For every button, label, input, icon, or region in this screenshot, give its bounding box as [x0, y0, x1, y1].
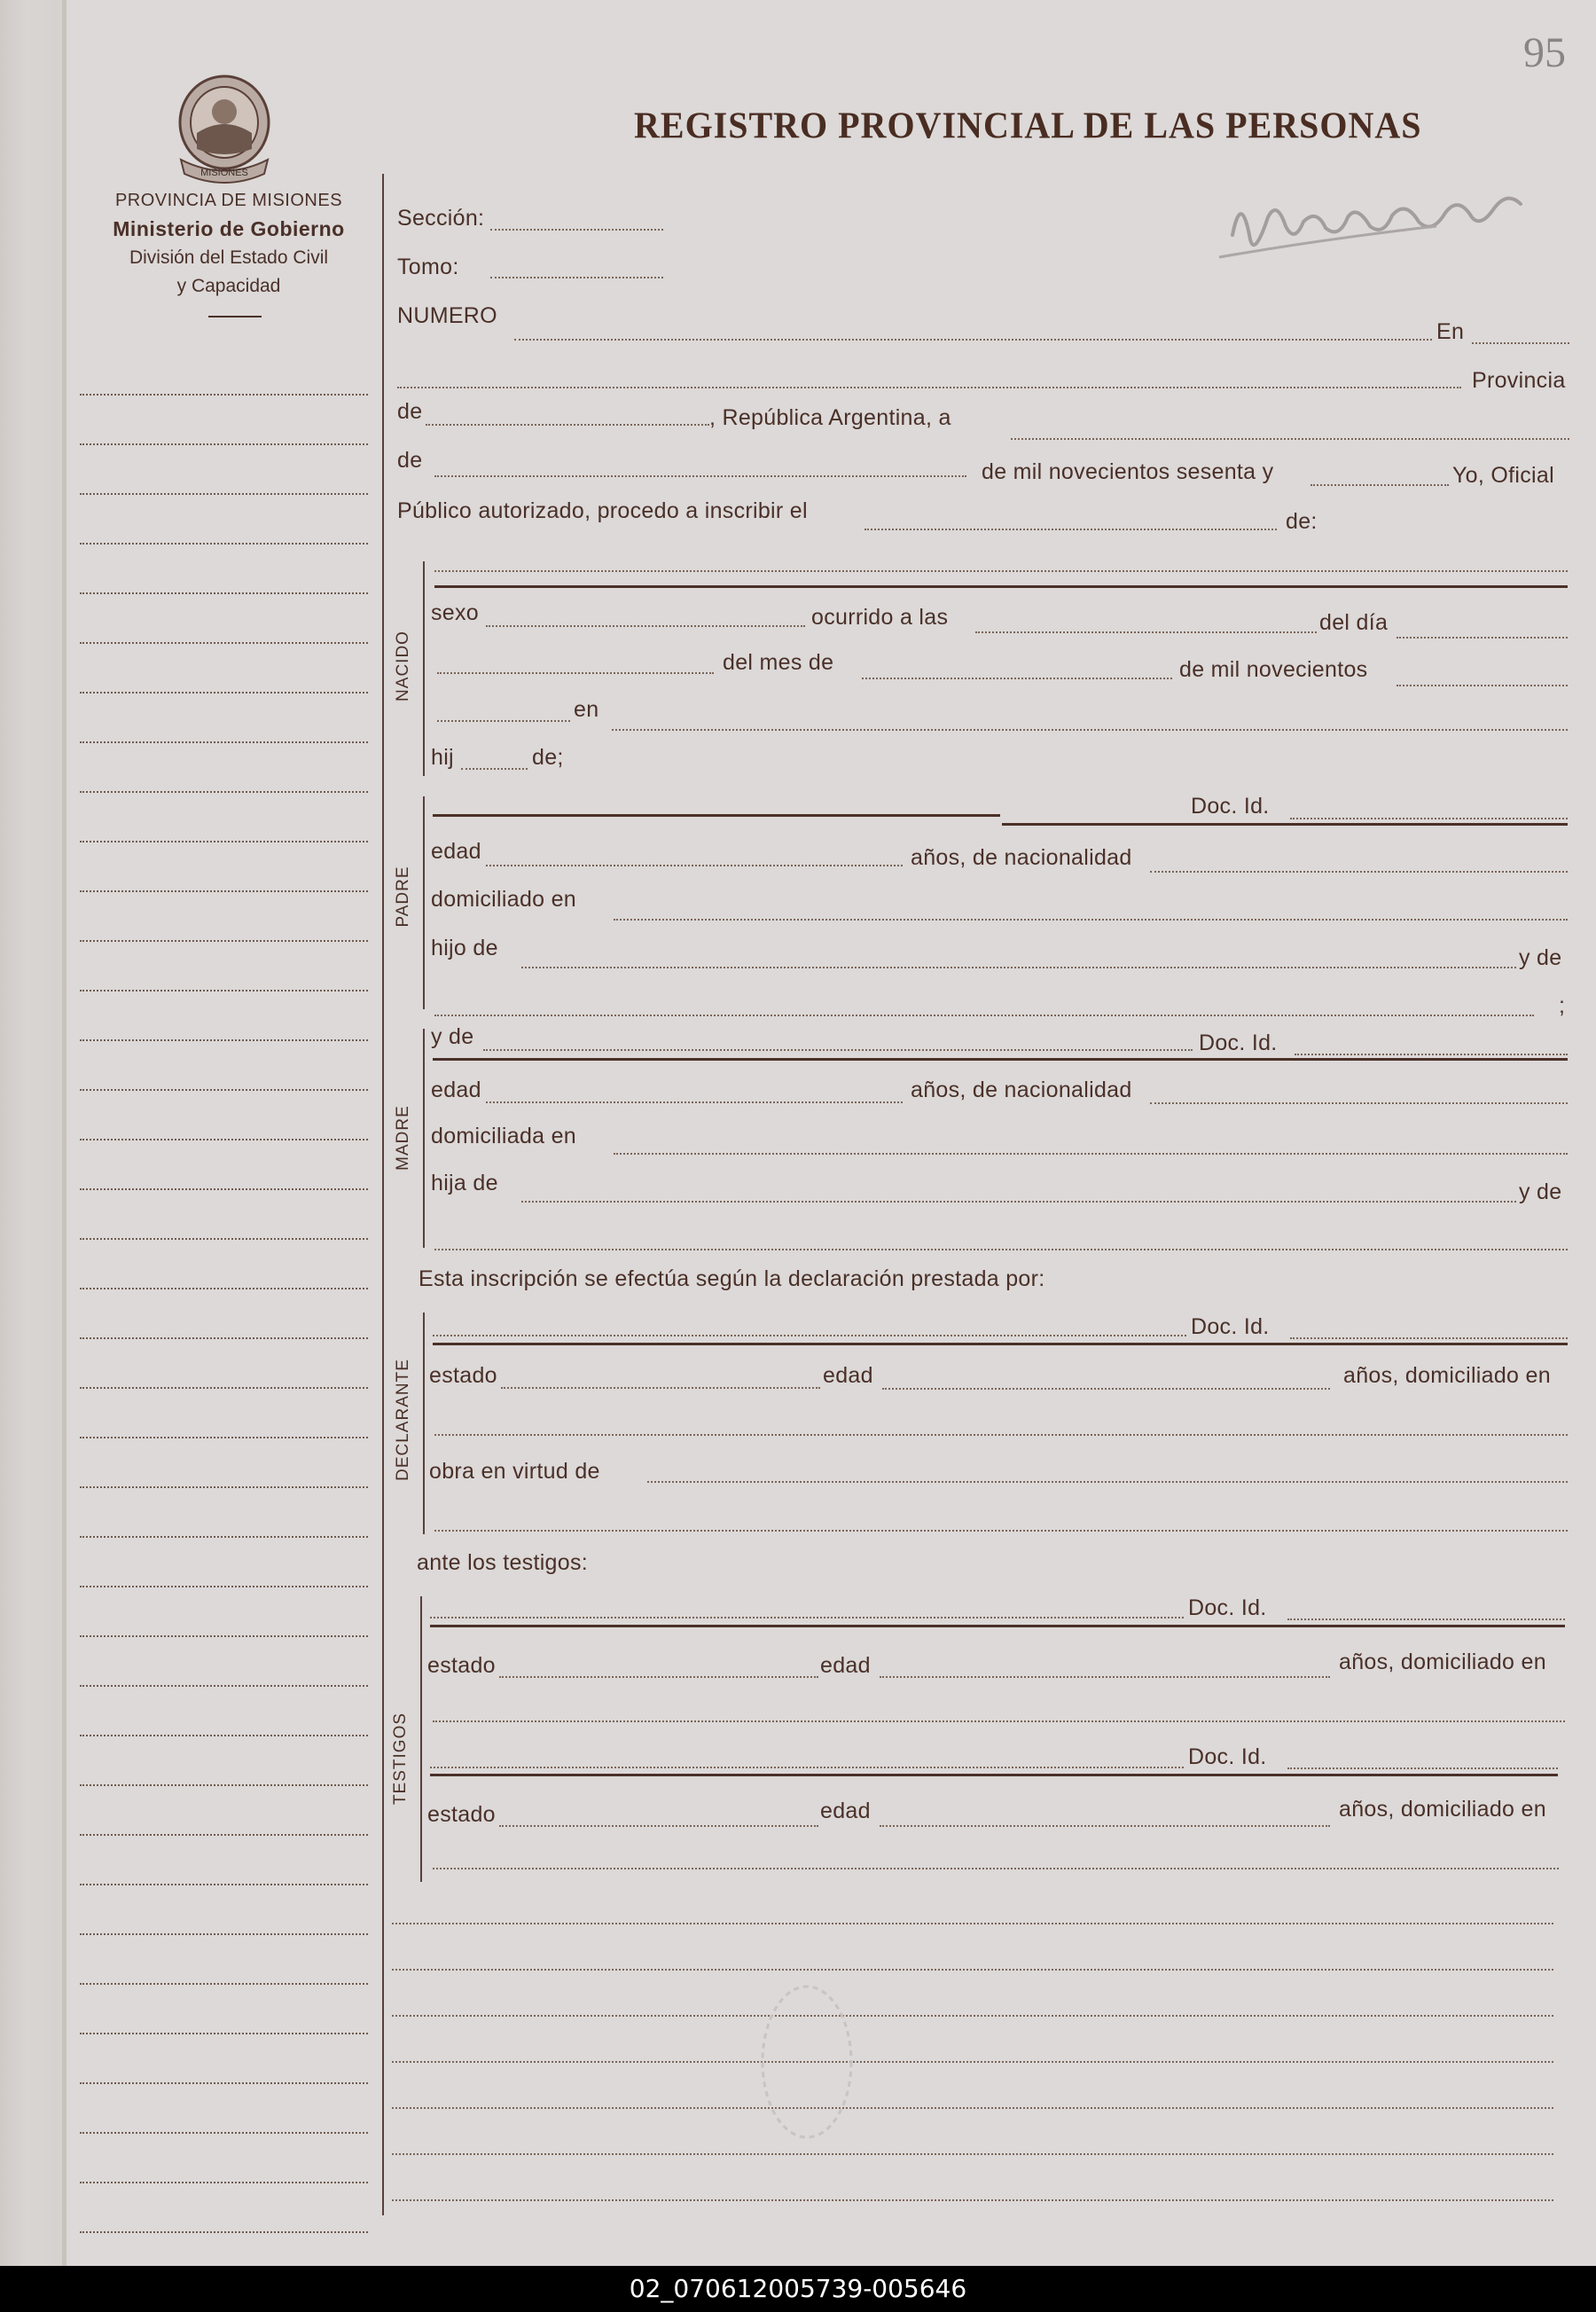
testigo1-edad-field[interactable] [880, 1676, 1330, 1678]
testigos-label: TESTIGOS [391, 1712, 410, 1806]
notes-line-4[interactable] [392, 2061, 1553, 2063]
nacido-rule [434, 585, 1568, 588]
padre-rule [1002, 823, 1568, 826]
seccion-field[interactable] [490, 229, 663, 231]
padre-nacionalidad-label: años, de nacionalidad [911, 845, 1132, 870]
padre-bracket [423, 796, 425, 1009]
testigo1-rule [430, 1625, 1565, 1627]
en-lugar-label: en [574, 697, 599, 722]
declarante-estado-label: estado [429, 1363, 497, 1388]
crest-text: MISIONES [200, 168, 248, 178]
testigo2-name-field[interactable] [430, 1767, 1184, 1768]
padre-semicolon: ; [1559, 993, 1566, 1018]
madre-hija-de-label: hija de [431, 1171, 498, 1195]
division-name: División del Estado Civil [129, 247, 329, 268]
declarante-doc-field[interactable] [1290, 1337, 1568, 1339]
testigo2-estado-label: estado [427, 1802, 496, 1827]
declarante-obra-label: obra en virtud de [429, 1459, 600, 1484]
nacido-bracket [423, 561, 425, 776]
testigo2-domicilio-field[interactable] [433, 1868, 1559, 1869]
madre-nacionalidad-label: años, de nacionalidad [911, 1078, 1132, 1102]
anio-field[interactable] [1396, 685, 1568, 686]
lugar-field[interactable] [612, 729, 1568, 731]
de-mil-nov-label: de mil novecientos [1179, 657, 1368, 682]
declarante-anios-label: años, domiciliado en [1343, 1363, 1551, 1388]
padre-madre-field[interactable] [434, 1015, 1534, 1016]
ocurrido-label: ocurrido a las [811, 605, 949, 630]
publico-label: Público autorizado, procedo a inscribir el [397, 498, 808, 523]
testigo2-anios-label: años, domiciliado en [1339, 1797, 1546, 1822]
madre-doc-label: Doc. Id. [1199, 1031, 1278, 1055]
dia-field[interactable] [1396, 637, 1568, 639]
nacido-name-field[interactable] [434, 570, 1568, 572]
mes-field[interactable] [862, 678, 1172, 679]
declarante-rule [433, 1343, 1568, 1345]
madre-rule [433, 1058, 1568, 1061]
provincial-crest-icon [170, 71, 278, 184]
testigo1-doc-field[interactable] [1287, 1618, 1565, 1620]
de-mil-label: de mil novecientos sesenta y [982, 459, 1274, 484]
republica-label: , República Argentina, a [709, 405, 951, 430]
column-divider [382, 174, 384, 2215]
numero-field[interactable] [514, 339, 1432, 341]
declarante-edad-field[interactable] [882, 1388, 1330, 1390]
en-field-cont[interactable] [397, 387, 1461, 388]
del-mes-label: del mes de [723, 650, 834, 675]
padre-y-de-label: y de [1519, 945, 1562, 970]
madre-domicilio-field[interactable] [614, 1153, 1568, 1155]
madre-label: MADRE [394, 1105, 412, 1171]
page-number: 95 [1523, 29, 1566, 76]
madre-domicilio-label: domiciliada en [431, 1124, 577, 1148]
page-title: REGISTRO PROVINCIAL DE LAS PERSONAS [634, 104, 1422, 147]
hij-label: hij [431, 745, 454, 770]
notes-line-3[interactable] [392, 2015, 1553, 2017]
tomo-field[interactable] [490, 277, 663, 278]
yo-oficial-label: Yo, Oficial [1452, 463, 1554, 488]
padre-domicilio-label: domiciliado en [431, 887, 577, 912]
inscribir-field[interactable] [864, 529, 1277, 530]
declarante-obra-cont-field[interactable] [434, 1530, 1568, 1532]
signature-scribble [1215, 173, 1534, 270]
madre-y-de-label-2: y de [1519, 1180, 1562, 1204]
fecha-mes-field[interactable] [434, 475, 966, 477]
binding-fold [62, 0, 66, 2266]
division-name-cont: y Capacidad [176, 276, 281, 296]
declarante-bracket [423, 1313, 425, 1534]
madre-bracket [423, 1029, 425, 1248]
notes-line-2[interactable] [392, 1969, 1553, 1971]
provincia-label: Provincia [1472, 368, 1566, 393]
header-divider [208, 316, 262, 317]
padre-doc-field[interactable] [1290, 818, 1568, 819]
padre-name-field[interactable] [433, 814, 1000, 817]
binding-margin [0, 0, 66, 2266]
declarante-estado-field[interactable] [501, 1387, 820, 1389]
de-label-2: de [397, 448, 423, 473]
sexo-field[interactable] [486, 625, 805, 627]
testigo2-edad-label: edad [820, 1799, 871, 1823]
madre-doc-field[interactable] [1295, 1054, 1568, 1055]
testigo2-edad-field[interactable] [880, 1825, 1330, 1827]
padre-nacionalidad-field[interactable] [1150, 871, 1568, 873]
padre-padre-field[interactable] [521, 967, 1516, 968]
notes-line-7[interactable] [392, 2199, 1553, 2201]
madre-edad-field[interactable] [486, 1101, 903, 1103]
testigo1-anios-label: años, domiciliado en [1339, 1650, 1546, 1674]
madre-edad-label: edad [431, 1078, 481, 1102]
declarante-obra-field[interactable] [647, 1481, 1568, 1483]
de-label-1: de [397, 399, 423, 424]
en-label: En [1436, 319, 1465, 344]
madre-name-field[interactable] [483, 1049, 1193, 1051]
del-dia-label: del día [1319, 610, 1389, 635]
testigo1-doc-label: Doc. Id. [1188, 1595, 1267, 1620]
seccion-label: Sección: [397, 206, 485, 231]
testigo1-estado-label: estado [427, 1653, 496, 1678]
madre-madre-field[interactable] [434, 1249, 1568, 1250]
declarante-domicilio-field[interactable] [434, 1434, 1568, 1436]
declarante-doc-label: Doc. Id. [1191, 1314, 1270, 1339]
madre-padre-field[interactable] [521, 1201, 1516, 1203]
padre-edad-field[interactable] [486, 865, 903, 866]
fecha-anio-field[interactable] [1310, 484, 1449, 486]
testigos-bracket [420, 1596, 422, 1882]
margin-notes-lines [80, 346, 368, 2233]
fecha-dia-field[interactable] [1011, 438, 1569, 440]
testigo2-doc-field[interactable] [1287, 1767, 1558, 1769]
notes-line-5[interactable] [392, 2107, 1553, 2109]
scan-id-bar: 02_070612005739-005646 [0, 2266, 1596, 2312]
padre-domicilio-field[interactable] [614, 919, 1568, 921]
sexo-label: sexo [431, 600, 480, 625]
testigo1-estado-field[interactable] [499, 1676, 818, 1678]
anio-cont-field[interactable] [437, 720, 570, 722]
tomo-label: Tomo: [397, 255, 459, 279]
nacido-label: NACIDO [394, 631, 412, 701]
testigo2-doc-label: Doc. Id. [1188, 1744, 1267, 1769]
dia-cont-field[interactable] [437, 672, 714, 674]
testigo2-estado-field[interactable] [499, 1825, 818, 1827]
hora-field[interactable] [975, 631, 1317, 633]
ante-testigos-text: ante los testigos: [417, 1550, 589, 1575]
hij-field[interactable] [461, 768, 528, 770]
declarante-label: DECLARANTE [394, 1359, 412, 1481]
madre-nacionalidad-field[interactable] [1150, 1102, 1568, 1104]
province-name: PROVINCIA DE MISIONES [114, 191, 343, 210]
padre-edad-label: edad [431, 839, 481, 864]
testigo1-domicilio-field[interactable] [433, 1720, 1565, 1722]
testigo1-name-field[interactable] [430, 1617, 1184, 1618]
numero-label: NUMERO [397, 303, 497, 328]
testigo2-rule [430, 1774, 1558, 1776]
notes-line-6[interactable] [392, 2153, 1553, 2155]
de-colon-label: de: [1286, 509, 1318, 534]
madre-y-de-label: y de [431, 1024, 474, 1049]
declarante-edad-label: edad [823, 1363, 873, 1388]
padre-label: PADRE [394, 866, 412, 928]
provincia-field[interactable] [426, 424, 709, 426]
en-field[interactable] [1472, 342, 1569, 344]
declarante-name-field[interactable] [433, 1335, 1186, 1336]
de-semicolon-label: de; [532, 745, 564, 770]
declaracion-text: Esta inscripción se efectúa según la declaración prestada por: [419, 1266, 1045, 1291]
testigo1-edad-label: edad [820, 1653, 871, 1678]
padre-hijo-de-label: hijo de [431, 936, 498, 960]
notes-line-1[interactable] [392, 1923, 1553, 1924]
padre-doc-label: Doc. Id. [1191, 794, 1270, 819]
ministry-name: Ministerio de Gobierno [113, 217, 345, 240]
faint-stamp-mark [754, 1978, 860, 2146]
